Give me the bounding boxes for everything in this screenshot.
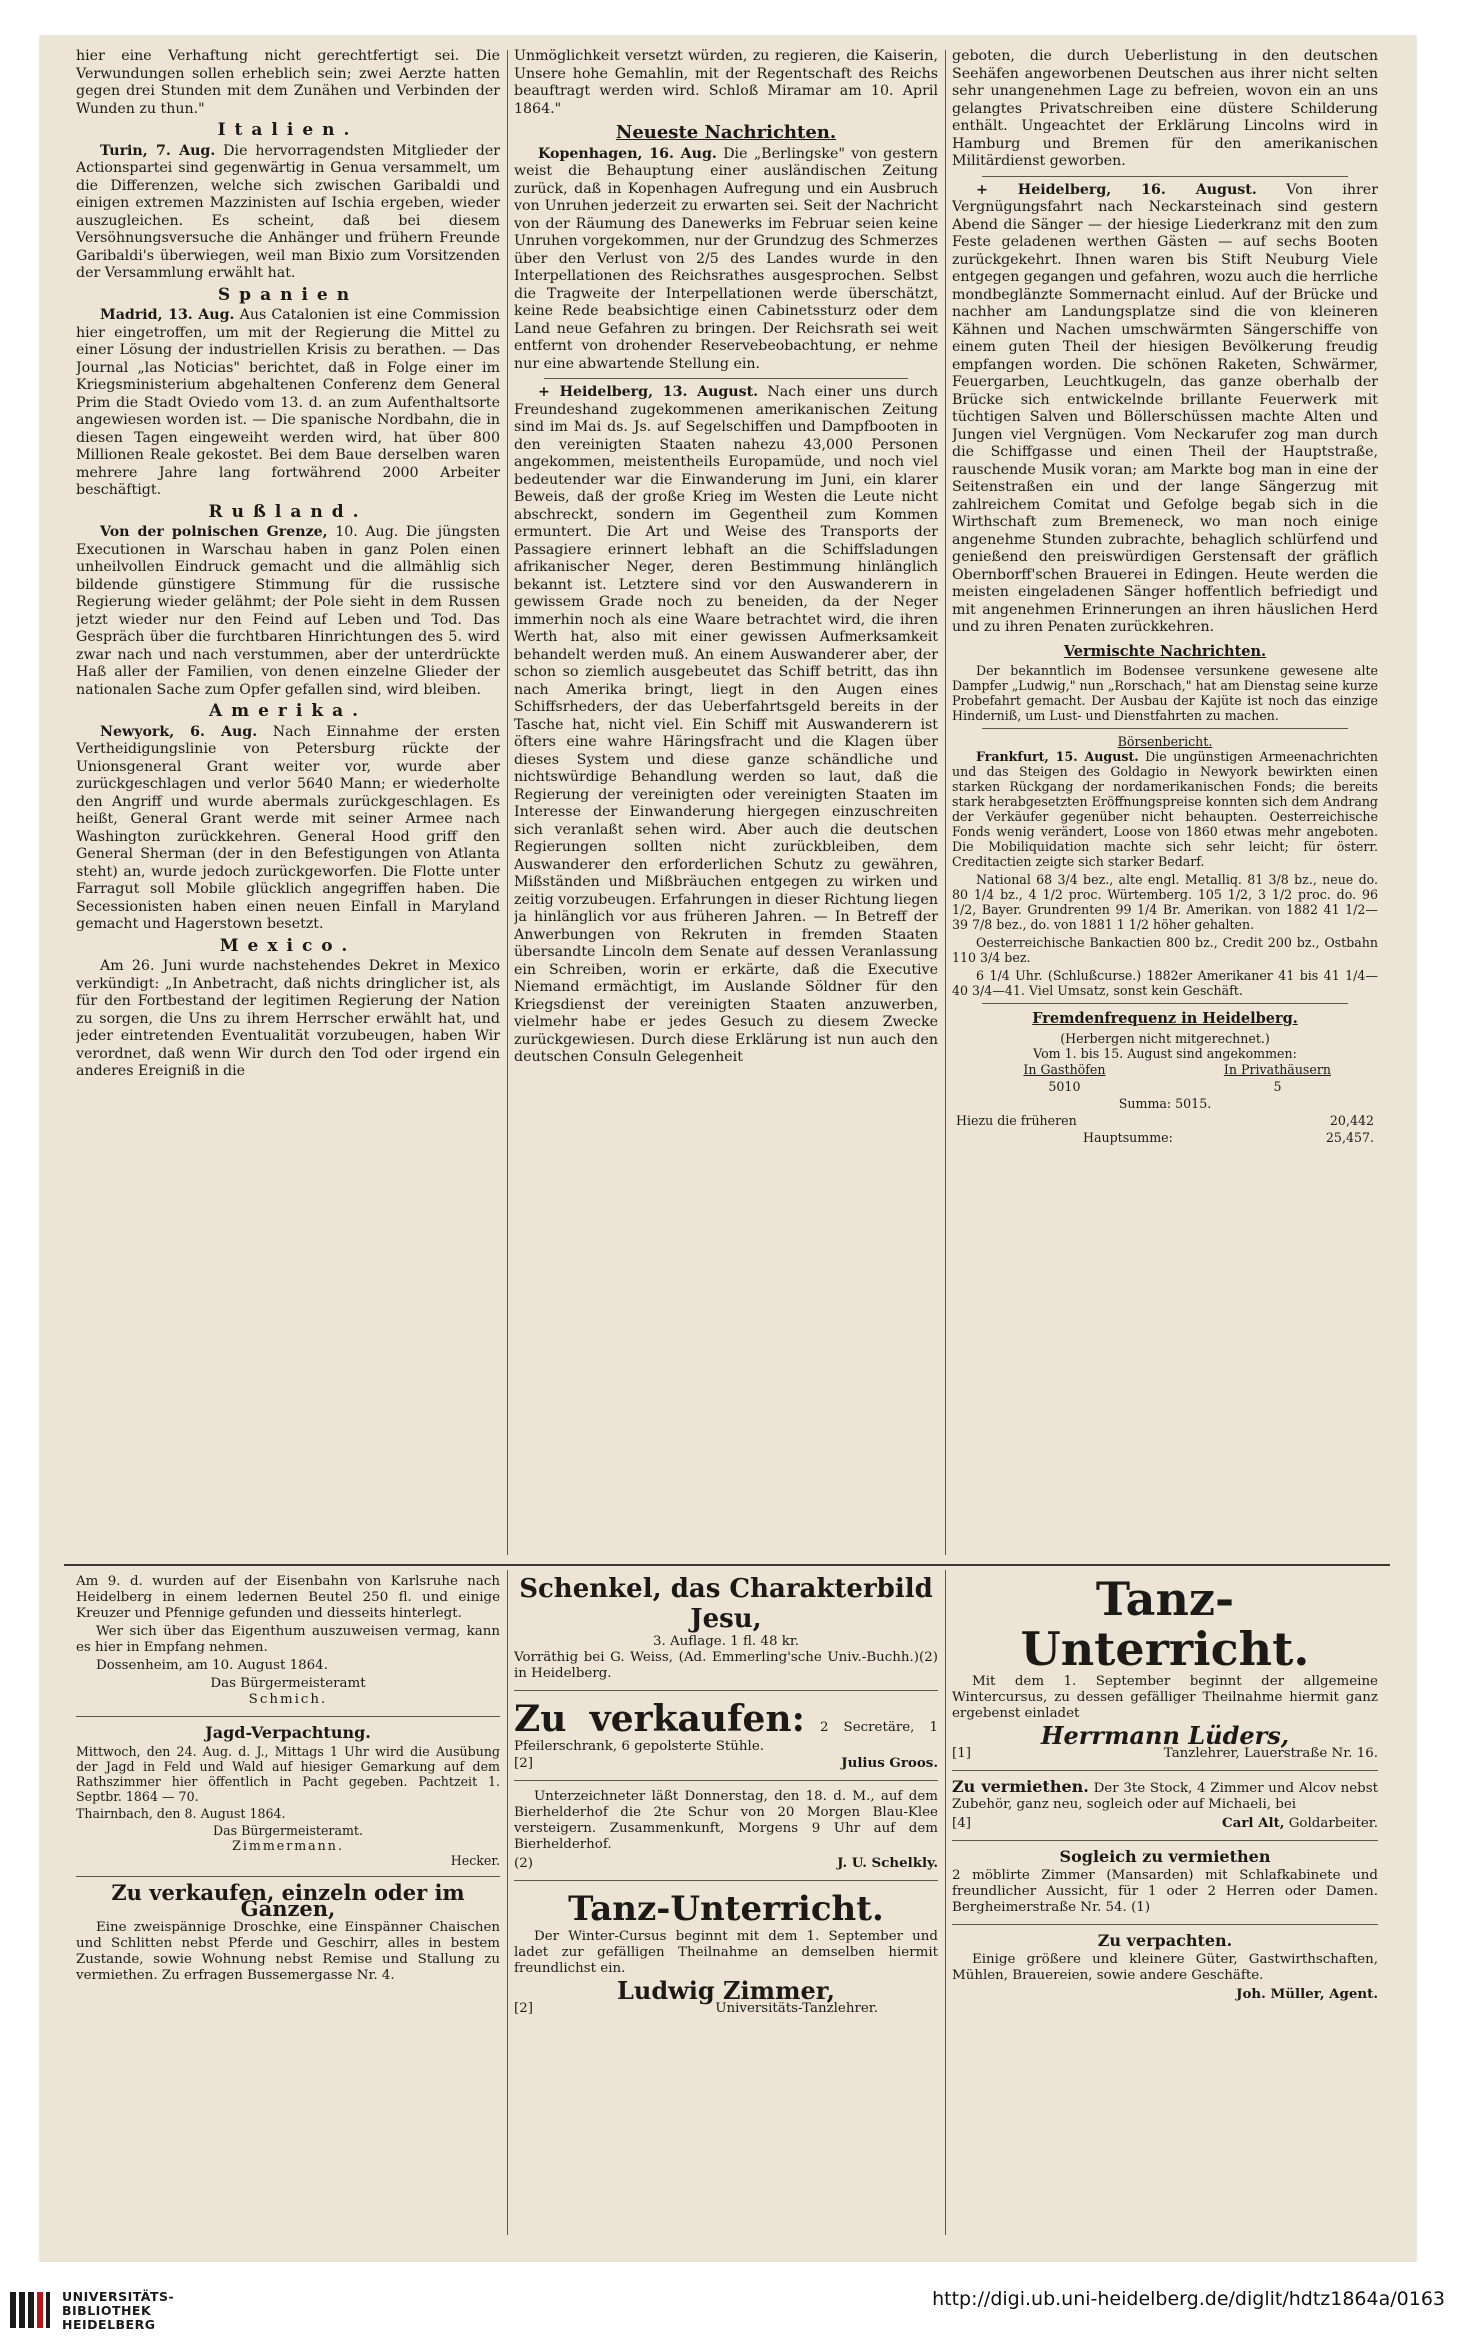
ad-divider: [514, 1690, 938, 1691]
ad-jagd-sig1: Das Bürgermeisteramt.: [213, 1823, 363, 1838]
article-madrid: [76, 307, 500, 500]
ad-zuverkaufen-row: [514, 1755, 938, 1772]
article-dampfer: Der bekanntlich im Bodensee versunkene gewesene alte Dampfer „Ludwig," nun „Rorschach," hat am Dienstag seine kurze Probefahrt gemacht. Der Ausbau der Kajüte ist noch das einzige Hinderniß, um Lust- und Dienstfahrten zu machen.: [952, 663, 1378, 723]
ad-tanz2-row: [514, 2001, 938, 2017]
ad-zuverkaufen-sig: Julius Groos.: [841, 1755, 938, 1771]
ads-column-2: [514, 1574, 938, 2254]
ad-tanz1-title: Tanz-Unterricht.: [1020, 1574, 1310, 1676]
ad-divider: [514, 1880, 938, 1881]
ad-divider: [952, 1924, 1378, 1925]
dateline: Newyork, 6. Aug.: [100, 723, 258, 740]
ads-column-3: [952, 1574, 1378, 2254]
section-heading-mexico: Mexico.: [219, 935, 357, 956]
table-label: Hiezu die früheren: [956, 1112, 1077, 1128]
article-text: Unmöglichkeit versetzt würden, zu regieren, die Kaiserin, Unsere hohe Gemahlin, mit der Regentschaft des Reichs beauftragt werden wird. Schloß Miramar am 10. April 1864.": [514, 48, 938, 117]
dateline: Von der polnischen Grenze,: [100, 524, 328, 540]
ad-tanz2-text: Der Winter-Cursus beginnt mit dem 1. September und ladet zur gefälligen Theilnahme an demselben hiermit freundlichst ein.: [514, 1929, 938, 1976]
ad-verpachten-sig: Joh. Müller, Agent.: [1236, 1986, 1378, 2002]
article-schlusskurse: 6 1/4 Uhr. (Schlußcurse.) 1882er Amerikaner 41 bis 41 1/4—40 3/4—41. Viel Umsatz, sonst kein Geschäft.: [952, 968, 1378, 998]
dateline: Frankfurt, 15. August.: [976, 749, 1139, 764]
table-summa: Summa: 5015.: [1118, 1095, 1212, 1111]
ad-fund-sig1: Das Bürgermeisteramt: [210, 1676, 366, 1691]
ad-tanz1-row: [952, 1746, 1378, 1762]
ad-schenkel-edition: 3. Auflage. 1 fl. 48 kr.: [652, 1634, 800, 1649]
section-heading-vermischte: Vermischte Nachrichten.: [1063, 642, 1267, 660]
section-heading-amerika: Amerika.: [208, 701, 368, 721]
ad-vermiethen1-num: [4]: [952, 1816, 971, 1831]
table-row: [952, 1112, 1378, 1129]
article-text: Die hervorragendsten Mitglieder der Actionspartei sind gegenwärtig in Genua versammelt, um die Differenzen, welche sich zwischen Garibaldi und einigen extremen Mazzinisten auf Ischia ergeben, wieder auszugleichen. Es scheint, daß bei diesem Versöhnungsversuche die Anhänger und frühern Freunde Garibaldi's überwiegen, weil man Bixio zum Vorsitzenden der Versammlung erwählt hat.: [76, 142, 500, 281]
section-heading-spanien: Spanien: [217, 284, 359, 305]
ad-bier-num: (2): [514, 1856, 533, 1871]
ad-tanz1-text: Mit dem 1. September beginnt der allgemeine Wintercursus, zu dessen gefälliger Theilnahme hiermit ganz ergebenst einladet: [952, 1674, 1378, 1721]
ad-tanz2-role: Universitäts-Tanzlehrer.: [715, 2001, 878, 2016]
logo-line: HEIDELBERG: [62, 2317, 156, 2332]
fremden-table: [952, 1061, 1378, 1146]
ad-vermiethen2-text: [952, 1868, 1378, 1916]
ad-fund-sig2: Schmich.: [248, 1692, 328, 1707]
ad-jagd-sig3: Hecker.: [450, 1853, 500, 1868]
article-text: Nach Einnahme der ersten Vertheidigungslinie von Petersburg rückte der Unionsgeneral Grant weiter vor, wurde aber zurückgeschlagen und verlor 5640 Mann; er wiederholte den Angriff und wurde abermals zurückgeschlagen. Es heißt, General Grant werde mit seiner Armee nach Washington zurückkehren. General Hood griff den General Sherman (der in den Befestigungen von Atlanta steht) an, wurde jedoch zurückgeworfen. Die Flotte unter Farragut soll Mobile glücklich angegriffen haben. Die Secessionisten haben einen neuen Einfall in Maryland gemacht und Hagerstown besetzt.: [76, 723, 500, 932]
ad-vermiethen2-body: 2 möblirte Zimmer (Mansarden) mit Schlafkabinete und freundlicher Aussicht, für 1 oder 2 Herren oder Damen. Bergheimerstraße Nr. 54.: [952, 1868, 1378, 1915]
article-kopenhagen: [514, 146, 938, 374]
article-heidelberg-16: [952, 182, 1378, 637]
ad-verpachten-text: Einige größere und kleinere Güter, Gastwirthschaften, Mühlen, Brauereien, sowie andere Geschäfte.: [952, 1952, 1378, 1983]
article-text: Die „Berlingske" von gestern weist die Behauptung einer ausländischen Zeitung zurück, daß in Kopenhagen Aufregung und ein Ausbruch von Unruhen jederzeit zu erwarten sei. Seit der Nachricht von der Räumung des Danewerks im Februar seien keine Unruhen vorgekommen, nur der Grundzug des Schmerzes über den Verlust von 2/5 des Landes wurde in den Interpellationen des Reichsrathes ausgesprochen. Selbst die Tragweite der Interpellationen werde überschätzt, keine Rede beabsichtige einen Cabinetssturz oder dem Land neue Gefahren zu bringen. Der Reichsrath sei weit entfernt von drohender Reservebeobachtung, er nehme nur eine abwartende Stellung ein.: [514, 145, 938, 372]
article-newyork: [76, 724, 500, 934]
ad-tanz1-num: [1]: [952, 1746, 971, 1761]
ad-zuverkaufen-text: 2 Secretäre, 1 Pfeilerschrank, 6 gepolsterte Stühle.: [514, 1720, 938, 1754]
column-2: [514, 48, 938, 1568]
table-header-privat: In Privathäusern: [1223, 1061, 1331, 1077]
divider: [544, 378, 908, 379]
ad-bier-row: [514, 1855, 938, 1872]
ad-vermiethen2-title: Sogleich zu vermiethen: [1059, 1847, 1271, 1866]
library-logo-text: [62, 2290, 174, 2332]
article-bankactien: Oesterreichische Bankactien 800 bz., Credit 200 bz., Ostbahn 110 3/4 bez.: [952, 935, 1378, 965]
section-heading-boerse: Börsenbericht.: [1117, 734, 1213, 749]
dateline-date: 10. Aug.: [335, 524, 399, 540]
article-mexico: Am 26. Juni wurde nachstehendes Dekret in Mexico verkündigt: „In Anbetracht, daß nichts dringlicher ist, als für den Fortbestand der legitimen Regierung der Nation zu sorgen, die Uns zu ihrem Herrscher erwählt hat, und jeder eintretenden Eventualität vorzubeugen, haben Wir verordnet, daß wenn Wir durch den Tod oder irgend ein anderes Ereigniß in die: [76, 958, 500, 1079]
article-kurse: National 68 3/4 bez., alte engl. Metalliq. 81 3/8 bz., neue do. 80 1/4 bz., 4 1/2 proc. Würtemberg. 105 1/2, 3 1/2 proc. do. 96 1/2, Bayer. Grundrenten 99 1/4 Br. Amerikan. von 1882 41 1/2—39 7/8 bez., do. von 1881 1 1/2 höher gehalten.: [952, 872, 1378, 932]
table-value: 20,442: [1329, 1112, 1374, 1128]
ad-divider: [76, 1876, 500, 1877]
article-text: Nach einer uns durch Freundeshand zugekommenen amerikanischen Zeitung sind im Mai ds. Js. auf Segelschiffen und Dampfbooten in den vereinigten Staaten nahezu 43,000 Personen angekommen, meistentheils Europamüde, und noch viel bedeutender war die Einwanderung im Juni, ein klarer Beweis, daß der große Krieg im Westen die Leute nicht abschreckt, sondern im Gegentheil zum Kommen ermuntert. Die Art und Weise des Transports der Passagiere erinnert lebhaft an die Schiffsladungen afrikanischer Neger, deren Bestimmung hinlänglich bekannt ist. Letztere sind vor den Auswanderern in gewissem Grade noch zu beneiden, da der Neger immerhin noch als eine Waare betrachtet wird, die ihren Werth hat, also mit einer gewissen Aufmerksamkeit behandelt werden muß. An einem Auswanderer aber, der schon so ziemlich ausgebeutet das Schiff betritt, das ihn nach Amerika bringt, liegt in den Augen eines Schiffsrheders, der das Ueberfahrtsgeld bereits in der Tasche hat, nicht viel. Ein Schiff mit Auswanderern ist öfters eine wahre Häringsfracht und die Klagen über dieses System und diese ganze schändliche und nichtswürdige Behandlung werden so laut, daß die Regierung der vereinigten oder vereinigten Staaten im Interesse der Einwanderung hiergegen einzuschreiten sich veranlaßt sehen wird. Aber auch die deutschen Regierungen sollten nicht zurückbleiben, dem Auswanderer den erforderlichen Schutz zu gewähren, Mißständen und Mißbräuchen entgegen zu wirken und zeitig vorzubeugen. Erfahrungen in dieser Richtung liegen ja hinlänglich vor aus früheren Jahren. — In Betreff der Anwerbungen von Rekruten in fremden Staaten übersandte Lincoln dem Senate auf dessen Veranlassung ein Schreiben, worin er erkärte, daß die Executive Niemand ermächtigt, im Auslande Söldner für den Kriegsdienst der vereinigten Staaten anzuwerben, vielmehr habe er jedes Gesuch zu diesem Zwecke zurückgewiesen. Durch diese Erklärung ist nun auch den deutschen Consuln Gelegenheit: [514, 384, 938, 1065]
article-text: Aus Catalonien ist eine Commission hier eingetroffen, um mit der Regierung die Mittel zu einer Lösung der industriellen Krisis zu berathen. — Das Journal „las Noticias" berichtet, daß in Folge einer im Kriegsministerium abgehaltenen Conferenz dem General Prim die Stadt Oviedo vom 13. d. an zum Aufenthaltsorte angewiesen worden ist. — Die spanische Nordbahn, die in diesen Tagen eingeweiht werden wird, hat über 800 Millionen Reale gekostet. Bei dem Baue derselben waren mehrere Jahre lang fortwährend 2000 Arbeiter beschäftigt.: [76, 307, 500, 498]
ad-vermiethen2-num: (1): [1131, 1900, 1151, 1915]
column-divider: [507, 50, 508, 1555]
dateline: + Heidelberg, 16. August.: [976, 181, 1257, 198]
column-3: [952, 48, 1378, 1568]
article-text: Die ungünstigen Armeenachrichten und das Steigen des Goldagio in Newyork bewirkten einen starken Rückgang der nordamerikanischen Fonds; die bereits stark herabgesetzten Eröffnungspreise konnten sich dem Andrang der Verkäufer gegenüber nicht behaupten. Oesterreichische Fonds wenig verändert, Loose von 1860 etwas mehr angeboten. Die Mobiliquidation machte sich sehr leicht; für österr. Creditactien zeigte sich starker Bedarf.: [952, 749, 1378, 869]
ad-tanz2-num: [2]: [514, 2001, 533, 2016]
ad-vermiethen1-title: Zu vermiethen.: [952, 1777, 1089, 1796]
article-text: Die jüngsten Executionen in Warschau haben in ganz Polen einen unheilvollen Eindruck gemacht und die allmählig sich bildende günstigere Stimmung für die russische Regierung wieder gelähmt; der Pole sieht in dem Russen jetzt wieder nur den Feind auf Leben und Tod. Das Gespräch über die furchtbaren Hinrichtungen des 5. wird zwar nach und nach verstummen, aber der unterdrückte Haß aller der Familien, von denen einzelne Glieder der nationalen Sache zum Opfer gefallen sind, wird bleiben.: [76, 524, 500, 698]
ad-vermiethen1-text: Der 3te Stock, 4 Zimmer und Alcov nebst Zubehör, ganz neu, sogleich oder auf Michaeli, bei: [952, 1781, 1378, 1812]
ad-zuverkaufen: [514, 1699, 938, 1755]
ad-tanz1-role: Tanzlehrer, Lauerstraße Nr. 16.: [1163, 1746, 1378, 1761]
column-divider: [945, 1570, 946, 2235]
ad-jagd-date: Thairnbach, den 8. August 1864.: [76, 1806, 286, 1821]
ad-schenkel-row: [514, 1650, 938, 1682]
ad-zuverkaufen-title: Zu verkaufen:: [514, 1698, 805, 1740]
table-label: Hauptsumme:: [1083, 1129, 1173, 1145]
dateline: + Heidelberg, 13. August.: [538, 384, 759, 400]
column-divider: [945, 50, 946, 1555]
ad-tanz2-title: Tanz-Unterricht.: [568, 1889, 884, 1929]
column-1: [76, 48, 500, 1568]
fremden-subtitle: (Herbergen nicht mitgerechnet.): [1060, 1030, 1270, 1046]
library-logo-icon: [8, 2290, 52, 2330]
fremden-range: Vom 1. bis 15. August sind angekommen:: [1033, 1045, 1297, 1061]
ad-fund-text: Am 9. d. wurden auf der Eisenbahn von Karlsruhe nach Heidelberg in einem ledernen Beutel 250 fl. und einige Kreuzer und Pfennige gefunden und diesseits hinterlegt.: [76, 1574, 500, 1621]
ad-verkaufen-title: Zu verkaufen, einzeln oder im Ganzen,: [111, 1880, 465, 1921]
ad-jagd-title: Jagd-Verpachtung.: [205, 1723, 371, 1742]
table-row: [952, 1095, 1378, 1112]
divider: [982, 728, 1348, 729]
ad-jagd-sig2: Zimmermann.: [232, 1838, 344, 1853]
section-heading-neueste: Neueste Nachrichten.: [615, 122, 837, 143]
ad-vermiethen1-row: [952, 1815, 1378, 1832]
table-value: 25,457.: [1325, 1129, 1374, 1145]
table-row: [952, 1129, 1378, 1146]
newspaper-page: [40, 36, 1416, 2262]
article-turin: [76, 143, 500, 283]
section-heading-italien: Italien.: [217, 120, 359, 140]
ad-verpachten-title: Zu verpachten.: [1097, 1931, 1233, 1950]
ad-vermiethen1-sig: Carl Alt,: [1221, 1815, 1285, 1831]
ad-bier-text: Unterzeichneter läßt Donnerstag, den 18. d. M., auf dem Bierhelderhof die 2te Schur von 20 Morgen Blau-Klee versteigern. Zusammenkunft, Morgens 9 Uhr auf dem Bierhelderhof.: [514, 1789, 938, 1852]
ad-schenkel-text: Vorräthig bei G. Weiss, (Ad. Emmerling'sche Univ.-Buchh.) in Heidelberg.: [514, 1650, 920, 1681]
ad-vermiethen1-signature: [1222, 1815, 1378, 1832]
dateline: Kopenhagen, 16. Aug.: [538, 145, 717, 162]
ad-divider: [76, 1716, 500, 1717]
ad-vermiethen1-role: Goldarbeiter.: [1288, 1816, 1378, 1831]
divider: [982, 176, 1348, 177]
ads-divider: [64, 1564, 1390, 1566]
table-cell: 5: [1273, 1078, 1282, 1094]
section-heading-russland: Rußland.: [208, 501, 368, 522]
advertisements-section: [40, 1564, 1416, 2262]
article-text: Von ihrer Vergnügungsfahrt nach Neckarsteinach sind gestern Abend die Sänger — der hiesige Liederkranz mit den zum Feste geladenen werthen Gästen — auf sechs Booten zurückgekehrt. Ihnen waren bis Stift Neuburg Viele entgegen gegangen und gefahren, wozu auch die herrliche mondbeglänzte Sommernacht einlud. Auf der Brücke und nachher am Landungsplatze sind die von kleineren Kähnen und Nachen umschwärmten Sängerschiffe von einem guten Theil der hiesigen Bevölkerung freudig empfangen worden. Die schönen Raketen, Schwärmer, Feuergarben, Leuchtkugeln, das ganze oberhalb der Brücke sich entwickelnde brillante Feuerwerk mit tüchtigen Salven und Böllerschüssen machte Alten und Jungen viel Vergnügen. Vom Neckarufer zog man durch die Schiffgasse und einen Theil der Hauptstraße, rauschende Musik voran; am Markte bog man in eine der Seitenstraßen ein und der lange Sängerzug mit zahlreichem Comitat und Gefolge begab sich in die Wirthschaft zum Bremeneck, wo man noch einige angenehme Stunden zubrachte, behaglich schlürfend und genießend den preiswürdigen Gerstensaft der gräflich Obernborff'schen Brauerei in Edingen. Heute werden die meisten eingeladenen Sänger hoffentlich befriedigt und mit angenehmen Erinnerungen an ihren häuslichen Herd und zu ihren Penaten zurückkehren.: [952, 181, 1378, 635]
divider: [982, 1003, 1348, 1004]
article-polen: [76, 524, 500, 699]
ad-vermiethen1: [952, 1779, 1378, 1813]
ad-verkaufen-text: Eine zweispännige Droschke, eine Einspänner Chaischen und Schlitten nebst Pferde und Geschirr, alles in bestem Zustande, sowie Wohnung nebst Remise und Stallung zu vermiethen. Zu erfragen Bussemergasse Nr. 4.: [76, 1920, 500, 1983]
table-row: [952, 1078, 1378, 1095]
dateline: Turin, 7. Aug.: [100, 142, 216, 159]
logo-line: BIBLIOTHEK: [62, 2303, 152, 2318]
ad-zuverkaufen-num: [2]: [514, 1756, 533, 1771]
ad-schenkel-num: (2): [919, 1650, 938, 1665]
ad-fund-text-2: Wer sich über das Eigenthum auszuweisen vermag, kann es hier in Empfang nehmen.: [76, 1624, 500, 1655]
ad-bier-sig: J. U. Schelkly.: [837, 1855, 938, 1871]
table-header-gasthoefe: In Gasthöfen: [1023, 1061, 1106, 1077]
dateline: Madrid, 13. Aug.: [100, 307, 235, 323]
table-header-row: [952, 1061, 1378, 1078]
ads-column-1: [76, 1574, 500, 2254]
article-frankfurt: [952, 749, 1378, 869]
article-text: geboten, die durch Ueberlistung in den deutschen Seehäfen angeworbenen Deutschen aus ihrer nicht selten sehr unangenehmen Lage zu befreien, wovon ein an uns gelangtes Privatschreiben eine düstere Schilderung enthält. Ungeachtet der Erklärung Lincolns wird in Hamburg und Bremen für den amerikanischen Militärdienst geworben.: [952, 48, 1378, 169]
logo-line: UNIVERSITÄTS-: [62, 2289, 175, 2304]
source-url-link[interactable]: http://digi.ub.uni-heidelberg.de/diglit/hdtz1864a/0163: [932, 2288, 1445, 2310]
article-text: hier eine Verhaftung nicht gerechtfertigt sei. Die Verwundungen sollen erheblich sein; zwei Aerzte hatten gegen drei Stunden mit dem Zunähen und Verbinden der Wunden zu thun.": [76, 48, 500, 117]
column-divider: [507, 1570, 508, 2235]
table-cell: 5010: [1048, 1078, 1081, 1094]
article-heidelberg-13: [514, 384, 938, 1067]
ad-divider: [952, 1770, 1378, 1771]
ad-tanz1-sig: Herrmann Lüders,: [1040, 1721, 1290, 1750]
ad-schenkel-title: Schenkel, das Charakterbild Jesu,: [519, 1574, 933, 1634]
footer-bar: [0, 2262, 1465, 2352]
section-heading-fremden: Fremdenfrequenz in Heidelberg.: [1032, 1010, 1298, 1027]
ad-fund-date: Dossenheim, am 10. August 1864.: [96, 1658, 328, 1673]
ad-divider: [514, 1780, 938, 1781]
ad-jagd-text: Mittwoch, den 24. Aug. d. J., Mittags 1 Uhr wird die Ausübung der Jagd in Feld und Wald auf hiesiger Gemarkung auf dem Rathszimmer hier öffentlich in Pacht gegeben. Pachtzeit 1. Septbr. 1864 — 70.: [76, 1744, 500, 1804]
ad-tanz2-sig: Ludwig Zimmer,: [617, 1976, 835, 2005]
ad-divider: [952, 1840, 1378, 1841]
